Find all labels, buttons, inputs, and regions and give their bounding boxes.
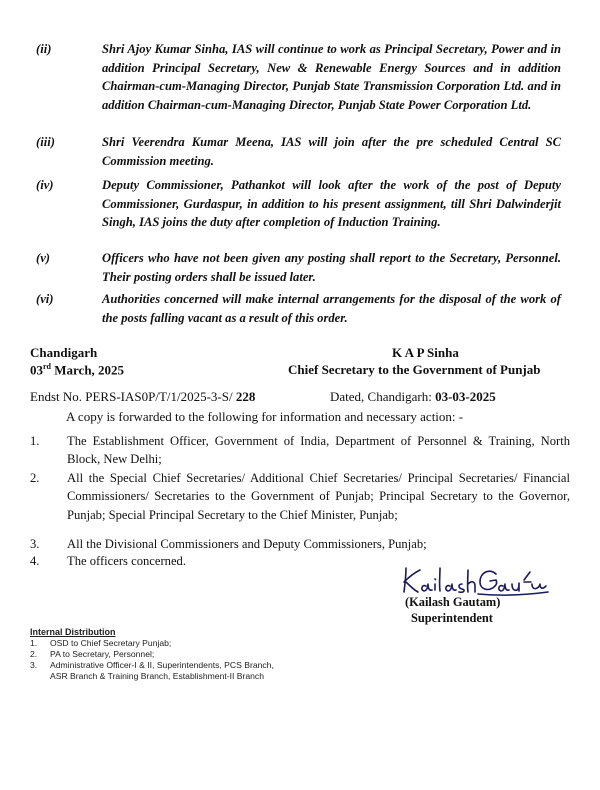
internal-distribution bbox=[30, 627, 274, 682]
item-number: (v) bbox=[36, 251, 50, 265]
distribution-row bbox=[30, 660, 274, 671]
signer-name: (Kailash Gautam) bbox=[405, 595, 501, 609]
item-text: Deputy Commissioner, Pathankot will look after the work of the post of Deputy Commissioner, Gurdaspur, in addition to his present assignment, till Shri Dalwinderjit Singh, IAS joins the duty after completion of Induction Training. bbox=[102, 178, 561, 230]
list-text: All the Special Chief Secretaries/ Additional Chief Secretaries/ Principal Secretaries/ Financial Commissioners/ Secretaries to the Government of Punjab; Principal Secretary to the Governor, Punjab; Special Principal Secretary to the Chief Minister, Punjab; bbox=[67, 471, 570, 522]
signer-designation: Superintendent bbox=[411, 611, 493, 625]
signatory-title: Chief Secretary to the Government of Punjab bbox=[288, 362, 541, 377]
row-text: Administrative Officer-I & II, Superintendents, PCS Branch, bbox=[50, 660, 274, 670]
dated-value: 03-03-2025 bbox=[435, 389, 496, 404]
endorsement-date bbox=[330, 389, 496, 405]
item-number: (vi) bbox=[36, 292, 54, 306]
item-number: (ii) bbox=[36, 42, 52, 56]
item-number: (iv) bbox=[36, 178, 54, 192]
distribution-row bbox=[30, 638, 274, 649]
issue-date bbox=[30, 362, 124, 378]
item-text: Shri Veerendra Kumar Meena, IAS will join after the pre scheduled Central SC Commission meeting. bbox=[102, 135, 561, 168]
row-number: 2. bbox=[30, 649, 38, 659]
row-text: ASR Branch & Training Branch, Establishment-II Branch bbox=[50, 671, 264, 681]
order-item-iv bbox=[36, 176, 561, 232]
internal-distribution-heading: Internal Distribution bbox=[30, 627, 116, 637]
date-day: 03 bbox=[30, 362, 43, 378]
order-item-iii bbox=[36, 133, 561, 170]
dated-prefix: Dated, Chandigarh: bbox=[330, 389, 436, 404]
date-rest: March, 2025 bbox=[51, 362, 125, 378]
item-text: Shri Ajoy Kumar Sinha, IAS will continue to work as Principal Secretary, Power and in addition Principal Secretary, New & Renewable Energy Sources and in addition Chairman-cum-Managing Director, Punjab State Transmission Corporation Ltd. and in addition Chairman-cum-Managing Director, Punjab State Power Corporation Ltd. bbox=[102, 42, 561, 112]
order-item-vi bbox=[36, 290, 561, 327]
item-text: Officers who have not been given any posting shall report to the Secretary, Personnel. Their posting orders shall be issued later. bbox=[102, 251, 561, 284]
item-text: Authorities concerned will make internal arrangements for the disposal of the work of the posts falling vacant as a result of this order. bbox=[102, 292, 561, 325]
row-text: OSD to Chief Secretary Punjab; bbox=[50, 638, 172, 648]
copy-list-item-3 bbox=[30, 535, 570, 553]
row-text: PA to Secretary, Personnel; bbox=[50, 649, 155, 659]
distribution-row bbox=[30, 671, 274, 682]
copy-intro: A copy is forwarded to the following for information and necessary action: - bbox=[66, 409, 464, 424]
list-number: 2. bbox=[30, 471, 40, 485]
list-text: All the Divisional Commissioners and Deputy Commissioners, Punjab; bbox=[67, 537, 427, 551]
item-number: (iii) bbox=[36, 135, 55, 149]
list-number: 4. bbox=[30, 554, 40, 568]
order-item-ii bbox=[36, 40, 561, 114]
distribution-row bbox=[30, 649, 274, 660]
endorsement-number bbox=[30, 389, 255, 405]
endst-number: 228 bbox=[235, 389, 256, 404]
endst-prefix: Endst No. PERS-IAS0P/T/1/2025-3-S/ bbox=[30, 389, 236, 404]
row-number: 1. bbox=[30, 638, 38, 648]
list-text: The Establishment Officer, Government of India, Department of Personnel & Training, North Block, New Delhi; bbox=[67, 434, 570, 467]
copy-list-item-2 bbox=[30, 469, 570, 524]
list-number: 3. bbox=[30, 537, 40, 551]
issue-place: Chandigarh bbox=[30, 345, 98, 360]
order-item-v bbox=[36, 249, 561, 286]
list-text: The officers concerned. bbox=[67, 554, 186, 568]
date-suffix: rd bbox=[43, 362, 51, 371]
signatory-name: K A P Sinha bbox=[392, 345, 459, 360]
row-number: 3. bbox=[30, 660, 38, 670]
copy-list-item-1 bbox=[30, 432, 570, 469]
list-number: 1. bbox=[30, 434, 40, 448]
